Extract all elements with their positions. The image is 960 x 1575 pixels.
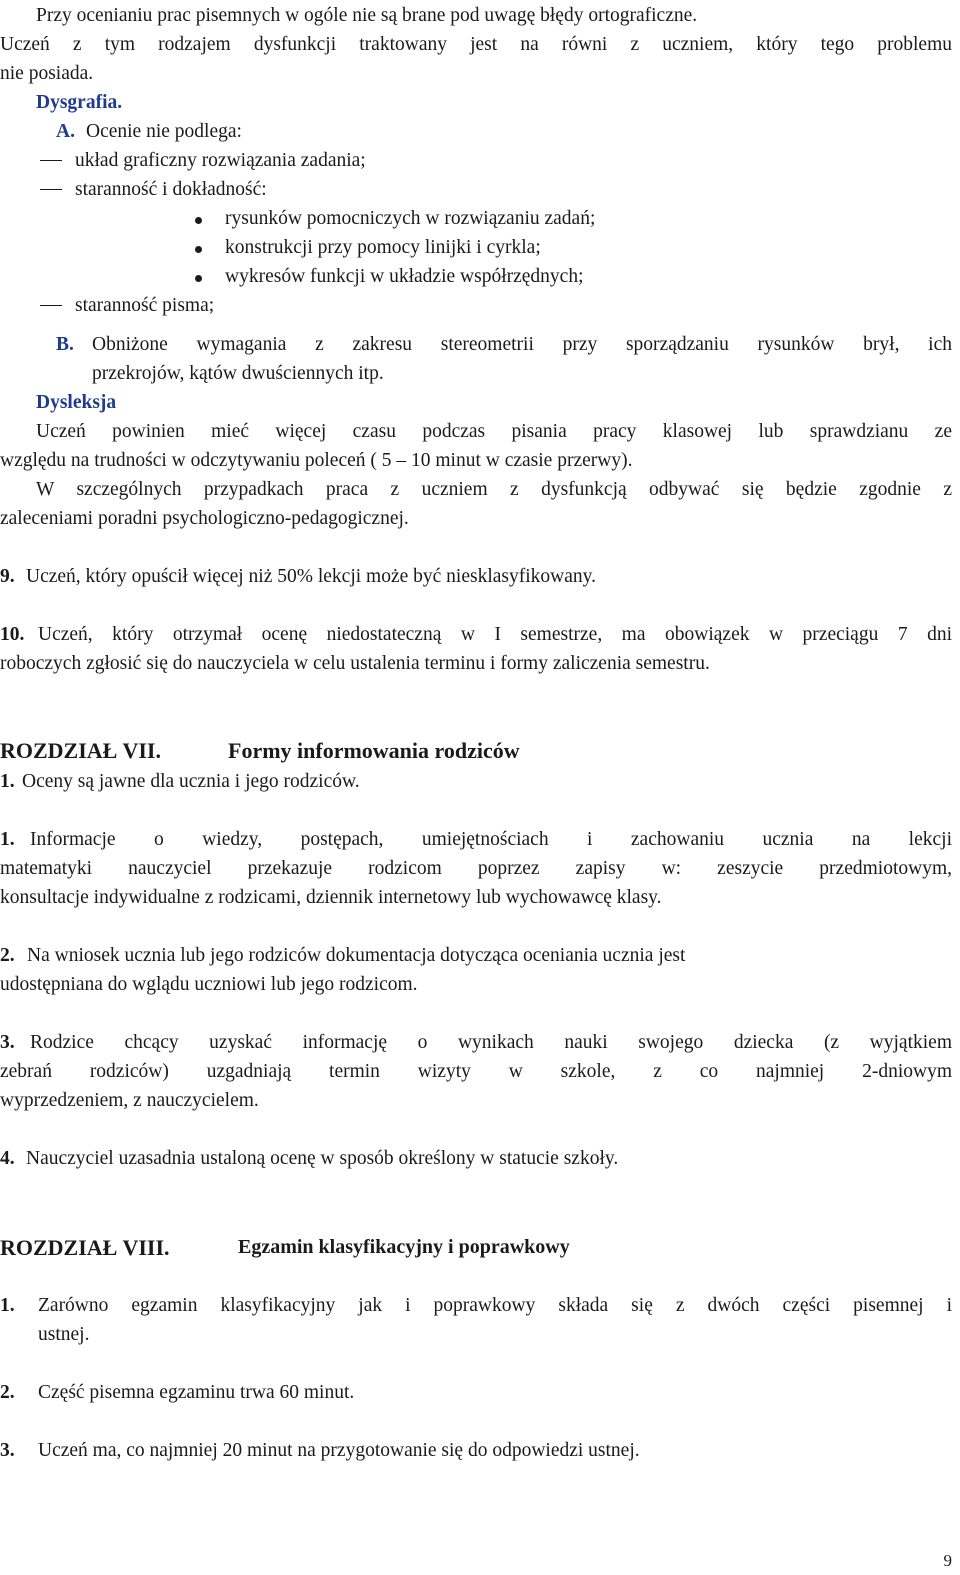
item-number: 10.: [0, 624, 25, 645]
chapter-title: Formy informowania rodziców: [228, 738, 520, 763]
list-item-text: rysunków pomocniczych w rozwiązaniu zadań;: [225, 208, 596, 229]
bullet-dot: [195, 275, 202, 282]
list-item-text: wykresów funkcji w układzie współrzędnych;: [225, 266, 584, 287]
paragraph-line: matematyki nauczyciel przekazuje rodzicom poprzez zapisy w: zeszycie przedmiotowym,: [0, 858, 952, 879]
chapter-label: ROZDZIAŁ VIII.: [0, 1235, 170, 1260]
list-label-b: B.: [56, 334, 74, 355]
paragraph-line: Uczeń, który opuścił więcej niż 50% lekcji może być niesklasyfikowany.: [26, 566, 597, 587]
paragraph-line: Przy ocenianiu prac pisemnych w ogóle nie są brane pod uwagę błędy ortograficzne.: [36, 5, 698, 26]
paragraph-line: W szczególnych przypadkach praca z uczniem z dysfunkcją odbywać się będzie zgodnie z: [36, 479, 952, 500]
chapter-title: Egzamin klasyfikacyjny i poprawkowy: [238, 1236, 570, 1258]
bullet-dot: [195, 217, 202, 224]
paragraph-line: ustnej.: [38, 1324, 90, 1345]
item-number: 2.: [0, 945, 15, 966]
list-item-text: przekrojów, kątów dwuściennych itp.: [92, 363, 384, 384]
list-item-text: układ graficzny rozwiązania zadania;: [75, 150, 366, 171]
paragraph-line: Uczeń, który otrzymał ocenę niedostateczną w I semestrze, ma obowiązek w przeciągu 7 dni: [38, 624, 952, 645]
bullet-dot: [195, 246, 202, 253]
list-item-text: Obniżone wymagania z zakresu stereometrii przy sporządzaniu rysunków brył, ich: [92, 334, 952, 355]
paragraph-line: Uczeń z tym rodzajem dysfunkcji traktowany jest na równi z uczniem, który tego problemu: [0, 34, 952, 55]
list-label-a: A.: [56, 121, 75, 142]
paragraph-line: udostępniana do wglądu uczniowi lub jego rodzicom.: [0, 974, 418, 995]
item-number: 3.: [0, 1032, 15, 1053]
paragraph-line: wyprzedzeniem, z nauczycielem.: [0, 1090, 259, 1111]
paragraph-line: względu na trudności w odczytywaniu poleceń ( 5 – 10 minut w czasie przerwy).: [0, 450, 633, 471]
paragraph-line: Uczeń powinien mieć więcej czasu podczas pisania pracy klasowej lub sprawdzianu ze: [36, 421, 952, 442]
section-heading-dysleksja: Dysleksja: [36, 392, 117, 413]
item-number: 3.: [0, 1440, 15, 1461]
paragraph-line: Uczeń ma, co najmniej 20 minut na przygotowanie się do odpowiedzi ustnej.: [38, 1440, 640, 1461]
paragraph-line: konsultacje indywidualne z rodzicami, dziennik internetowy lub wychowawcę klasy.: [0, 887, 662, 908]
dash-bullet: [40, 305, 62, 306]
dash-bullet: [40, 160, 62, 161]
paragraph-line: nie posiada.: [0, 63, 94, 84]
section-heading-dysgrafia: Dysgrafia.: [36, 92, 123, 113]
paragraph-line: roboczych zgłosić się do nauczyciela w celu ustalenia terminu i formy zaliczenia semestru.: [0, 653, 710, 674]
list-item-text: staranność i dokładność:: [75, 179, 267, 200]
paragraph-line: zebrań rodziców) uzgadniają termin wizyty w szkole, z co najmniej 2-dniowym: [0, 1061, 952, 1082]
list-item-text: konstrukcji przy pomocy linijki i cyrkla;: [225, 237, 541, 258]
page-number: 9: [943, 1551, 952, 1570]
item-number: 4.: [0, 1148, 15, 1169]
item-number: 1.: [0, 771, 15, 792]
paragraph-line: Rodzice chcący uzyskać informację o wynikach nauki swojego dziecka (z wyjątkiem: [30, 1032, 952, 1053]
paragraph-line: Zarówno egzamin klasyfikacyjny jak i poprawkowy składa się z dwóch części pisemnej i: [38, 1295, 952, 1316]
paragraph-line: Na wniosek ucznia lub jego rodziców dokumentacja dotycząca oceniania ucznia jest: [27, 945, 686, 966]
list-item-text: Ocenie nie podlega:: [86, 121, 242, 142]
paragraph-line: zaleceniami poradni psychologiczno-pedagogicznej.: [0, 508, 409, 529]
paragraph-line: Nauczyciel uzasadnia ustaloną ocenę w sposób określony w statucie szkoły.: [26, 1148, 619, 1169]
paragraph-line: Oceny są jawne dla ucznia i jego rodziców.: [22, 771, 360, 792]
dash-bullet: [40, 189, 62, 190]
paragraph-line: Informacje o wiedzy, postępach, umiejętnościach i zachowaniu ucznia na lekcji: [30, 829, 952, 850]
item-number: 1.: [0, 829, 15, 850]
item-number: 2.: [0, 1382, 15, 1403]
paragraph-line: Część pisemna egzaminu trwa 60 minut.: [38, 1382, 355, 1403]
item-number: 9.: [0, 566, 15, 587]
list-item-text: staranność pisma;: [75, 295, 215, 316]
item-number: 1.: [0, 1295, 15, 1316]
chapter-label: ROZDZIAŁ VII.: [0, 738, 161, 763]
